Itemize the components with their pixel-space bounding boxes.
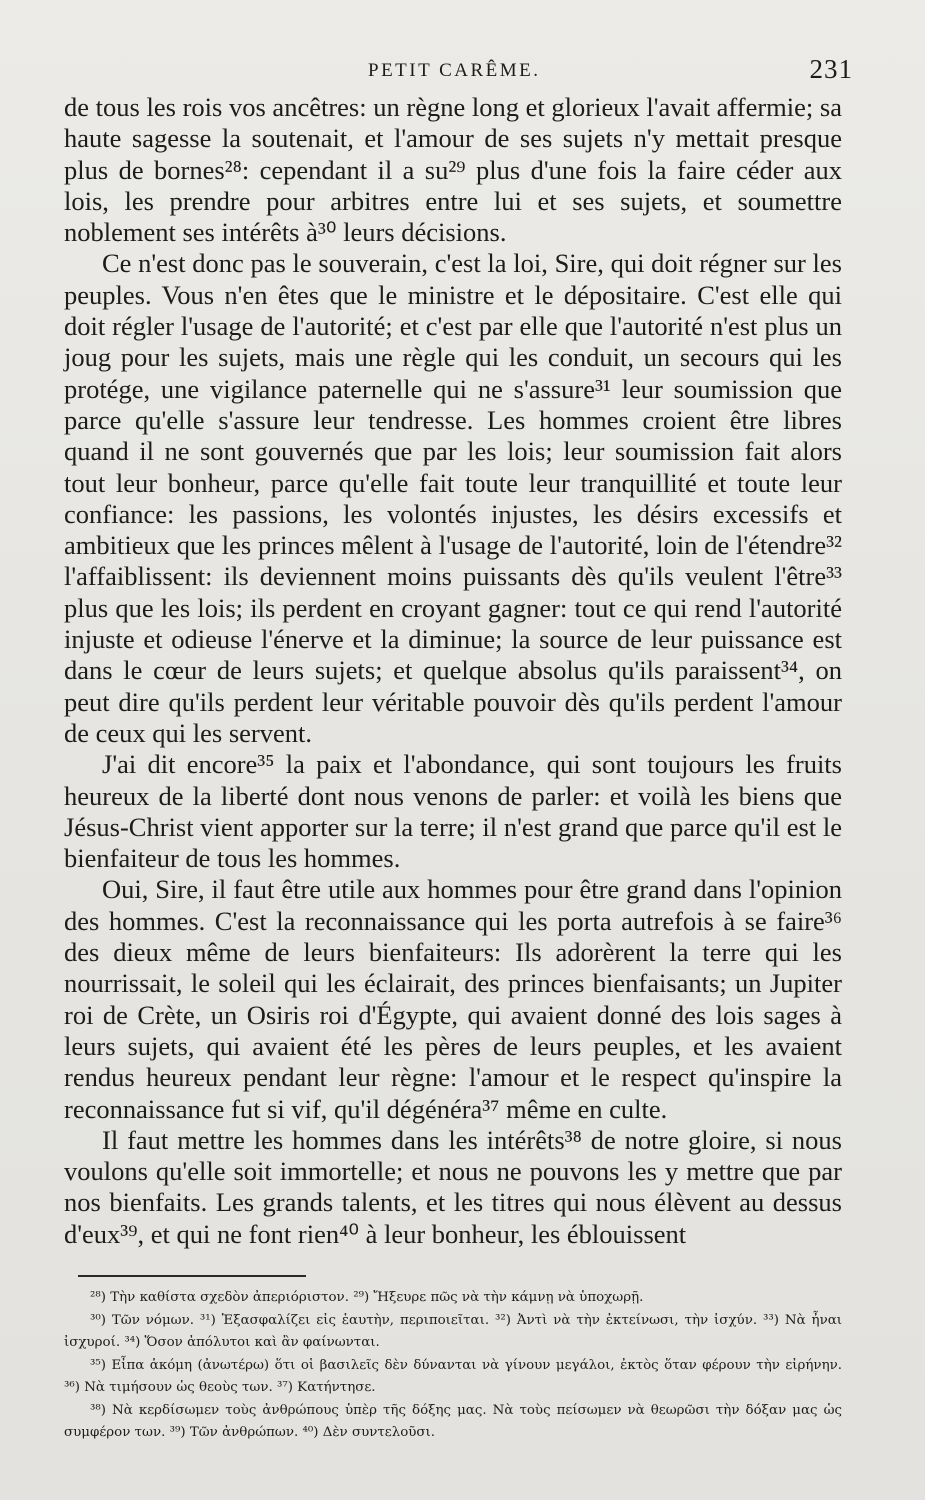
main-text (64, 92, 842, 1250)
paragraph: Ce n'est donc pas le souverain, c'est la loi, Sire, qui doit régner sur les peuples. Vous n'en êtes que le ministre et le dépositaire. C'est elle qui doit régler l'usage de l'autorité; et c'est par elle que l'autorité n'est plus un joug pour les sujets, mais une règle qui les conduit, un secours qui les protége, une vigilance paternelle qui ne s'assure³¹ leur soumission que parce qu'elle s'assure leur tendresse. Les hommes croient être libres quand il ne sont gouvernés que par les lois; leur soumission fait alors tout leur bonheur, parce qu'elle fait toute leur tranquillité et toute leur confiance: les passions, les volontés injustes, les désirs excessifs et ambitieux que les princes mêlent à l'usage de l'autorité, loin de l'étendre³² l'affaiblissent: ils deviennent moins puissants dès qu'ils veulent l'être³³ plus que les lois; ils perdent en croyant gagner: tout ce qui rend l'autorité injuste et odieuse l'énerve et la diminue; la source de leur puissance est dans le cœur de leurs sujets; et quelque absolus qu'ils paraissent³⁴, on peut dire qu'ils perdent leur véritable pouvoir dès qu'ils perdent l'amour de ceux qui les servent. (64, 248, 842, 748)
paragraph: J'ai dit encore³⁵ la paix et l'abondance, qui sont toujours les fruits heureux de la liberté dont nous venons de parler: et voilà les biens que Jésus-Christ vient apporter sur la terre; il n'est grand que parce qu'il est le bienfaiteur de tous les hommes. (64, 749, 842, 874)
page-header (78, 54, 853, 94)
running-title: PETIT CARÊME. (368, 60, 541, 81)
footnote-line: ³⁸) Νὰ κερδίσωμεν τοὺς ἀνθρώπους ὑπὲρ τῆς δόξης μας. Νὰ τοὺς πείσωμεν νὰ θεωρῶσι τὴν δόξαν μας ὡς συμφέρον των. ³⁹) Τῶν ἀνθρώπων. ⁴⁰) Δὲν συντελοῦσι. (64, 1402, 842, 1440)
footnote-line: ³⁵) Εἶπα ἀκόμη (ἀνωτέρω) ὅτι οἱ βασιλεῖς δὲν δύνανται νὰ γίνουν μεγάλοι, ἐκτὸς ὅταν φέρουν τὴν εἰρήνην. ³⁶) Νὰ τιμήσουν ὡς θεοὺς των. ³⁷) Κατήντησε. (64, 1357, 842, 1395)
page-number: 231 (809, 54, 853, 84)
paragraph: Il faut mettre les hommes dans les intérêts³⁸ de notre gloire, si nous voulons qu'elle soit immortelle; et nous ne pouvons les y mettre que par nos bienfaits. Les grands talents, et les titres qui nous élèvent au dessus d'eux³⁹, et qui ne font rien⁴⁰ à leur bonheur, les éblouissent (64, 1124, 842, 1249)
footnote-divider (78, 1275, 306, 1277)
paragraph: de tous les rois vos ancêtres: un règne long et glorieux l'avait affermie; sa haute sagesse la soutenait, et l'amour de ses sujets n'y mettait presque plus de bornes²⁸: cependant il a su²⁹ plus d'une fois la faire céder aux lois, les prendre pour arbitres entre lui et ses sujets, et soumettre noblement ses intérêts à³⁰ leurs décisions. (64, 92, 842, 248)
footnote-line: ³⁰) Τῶν νόμων. ³¹) Ἐξασφαλίζει εἰς ἑαυτὴν, περιποιεῖται. ³²) Ἀντὶ νὰ τὴν ἐκτείνωσι, τὴν ἰσχύν. ³³) Νὰ ἦναι ἰσχυροί. ³⁴) Ὅσον ἀπόλυτοι καὶ ἂν φαίνωνται. (64, 1312, 842, 1350)
footnotes (64, 1287, 842, 1445)
footnote-line: ²⁸) Τὴν καθίστα σχεδὸν ἀπεριόριστον. ²⁹) Ἤξευρε πῶς νὰ τὴν κάμνῃ νὰ ὑποχωρῇ. (90, 1290, 644, 1305)
paragraph: Oui, Sire, il faut être utile aux hommes pour être grand dans l'opinion des hommes. C'est la reconnaissance qui les porta autrefois à se faire³⁶ des dieux même de leurs bienfaiteurs: Ils adorèrent la terre qui les nourrissait, le soleil qui les éclairait, des princes bienfaisants; un Jupiter roi de Crète, un Osiris roi d'Égypte, qui avaient donné des lois sages à leurs sujets, qui avaient été les pères de leurs peuples, et les avaient rendus heureux pendant leur règne: l'amour et le respect qu'inspire la reconnaissance fut si vif, qu'il dégénéra³⁷ même en culte. (64, 874, 842, 1124)
